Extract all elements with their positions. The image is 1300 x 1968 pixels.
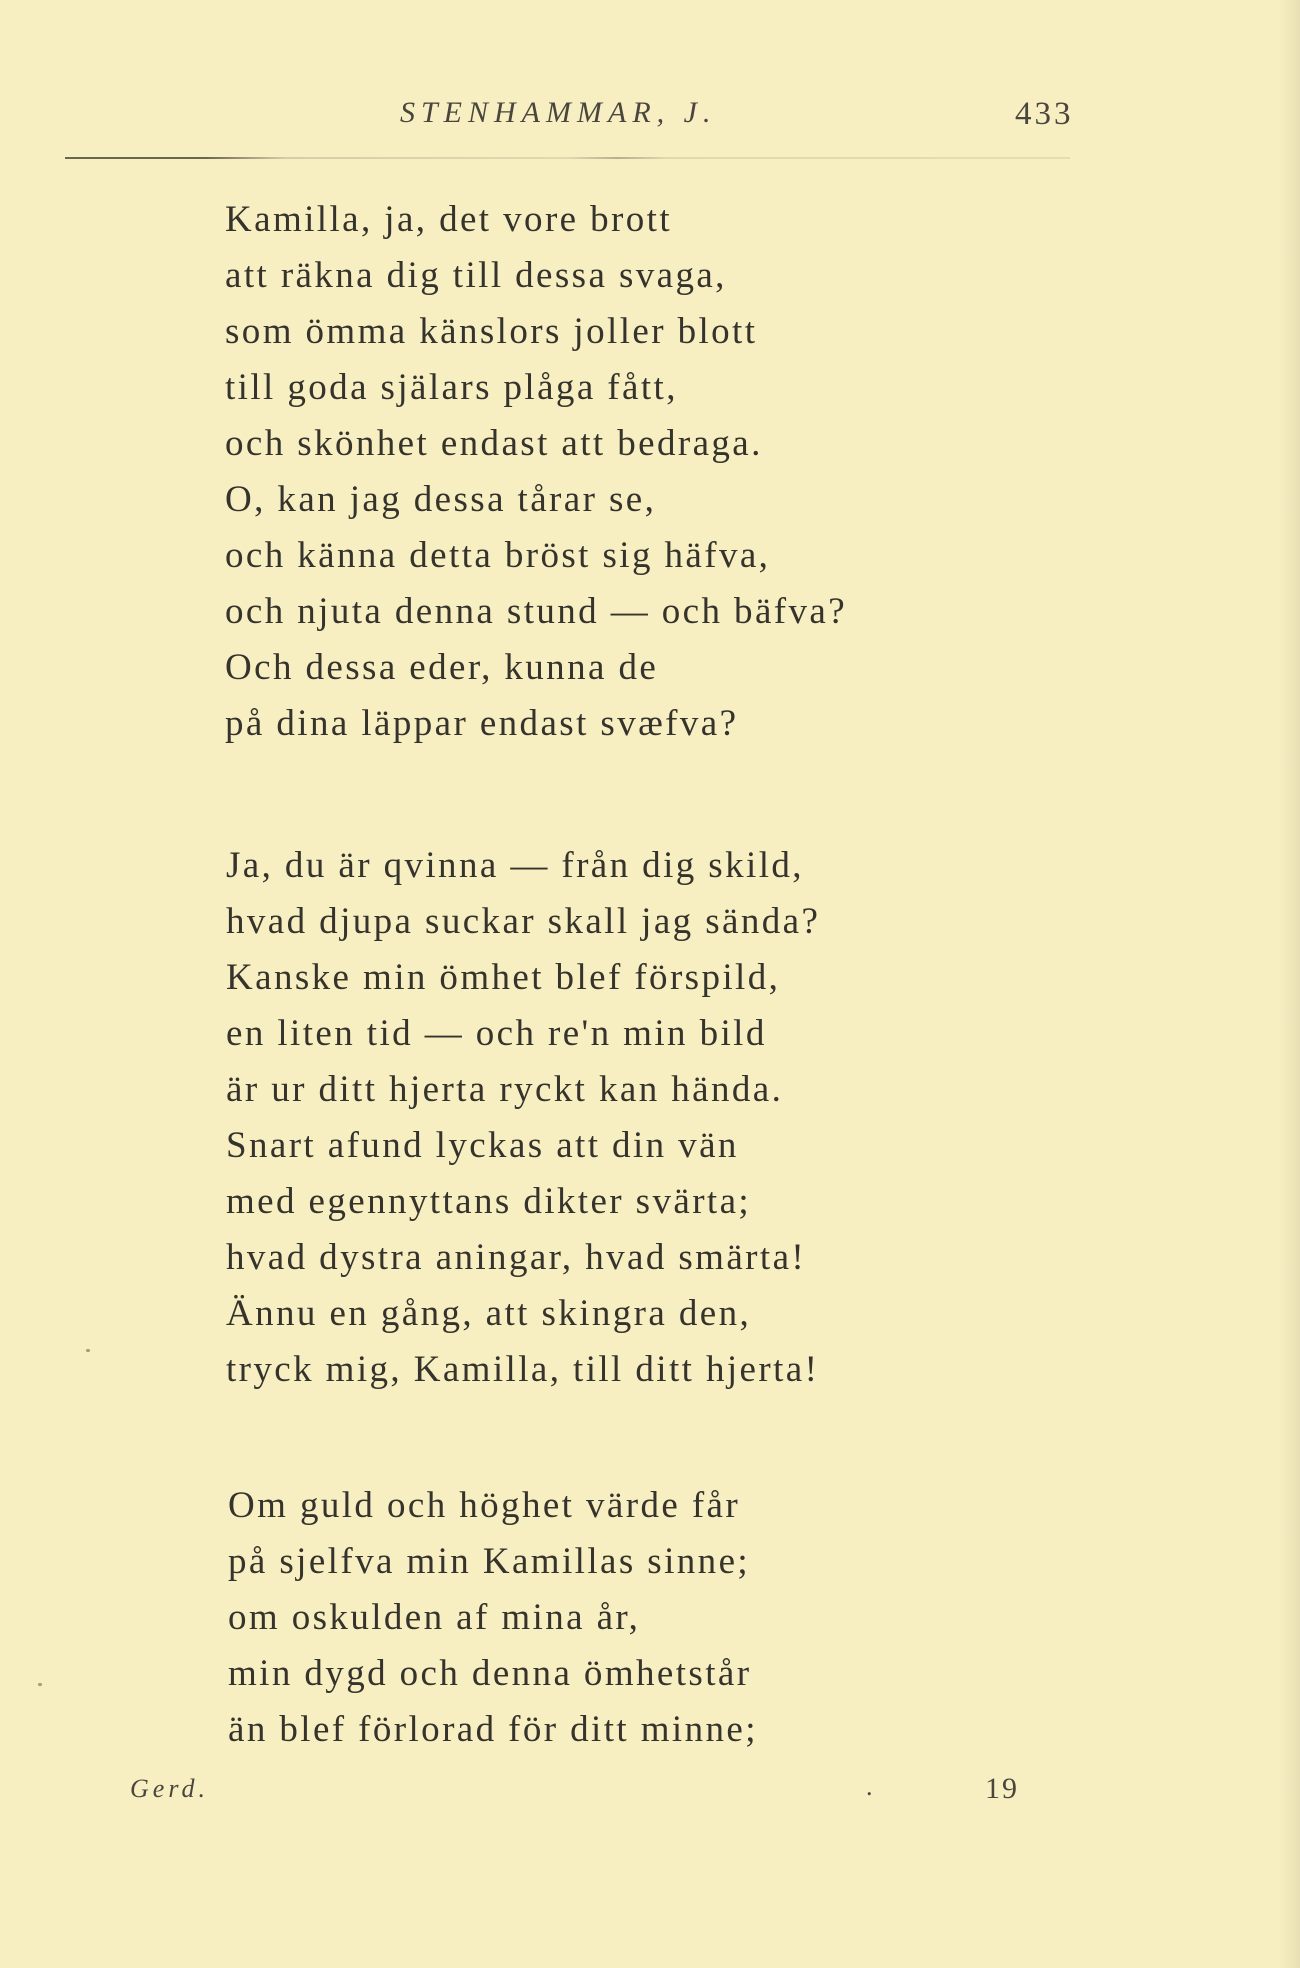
poem-line: på sjelfva min Kamillas sinne; (228, 1541, 751, 1582)
poem-line: hvad djupa suckar skall jag sända? (226, 901, 821, 942)
page-number: 433 (1015, 96, 1074, 132)
header-rule (65, 157, 1070, 159)
scan-speck (38, 1683, 42, 1686)
poem-line: Snart afund lyckas att din vän (226, 1125, 739, 1166)
scan-speck (86, 1349, 90, 1352)
poem-stanza-2 (226, 838, 820, 1398)
poem-line: O, kan jag dessa tårar se, (225, 479, 657, 520)
running-title: STENHAMMAR, J. (400, 96, 717, 129)
poem-stanza-1 (225, 192, 847, 752)
poem-line: Om guld och höghet värde får (228, 1485, 741, 1526)
signature-mark: Gerd. (130, 1774, 209, 1803)
poem-line: och njuta denna stund — och bäfva? (225, 591, 848, 632)
poem-line: om oskulden af mina år, (228, 1597, 641, 1638)
poem-line: hvad dystra aningar, hvad smärta! (226, 1237, 807, 1278)
poem-line: till goda själars plåga fått, (225, 367, 678, 408)
poem-line: med egennyttans dikter svärta; (226, 1181, 752, 1222)
poem-line: tryck mig, Kamilla, till ditt hjerta! (226, 1349, 820, 1390)
poem-line: att räkna dig till dessa svaga, (225, 255, 727, 296)
poem-line: en liten tid — och re'n min bild (226, 1013, 767, 1054)
poem-line: på dina läppar endast svæfva? (225, 703, 739, 744)
poem-line: och känna detta bröst sig häfva, (225, 535, 771, 576)
footer-dot: . (866, 1772, 873, 1801)
poem-line: och skönhet endast att bedraga. (225, 423, 763, 464)
poem-line: Kamilla, ja, det vore brott (225, 199, 673, 240)
poem-line: Kanske min ömhet blef förspild, (226, 957, 781, 998)
poem-line: som ömma känslors joller blott (225, 311, 758, 352)
poem-line: min dygd och denna ömhetstår (228, 1653, 752, 1694)
page-edge-shadow (1278, 0, 1300, 1968)
poem-line: Ännu en gång, att skingra den, (226, 1293, 752, 1334)
poem-stanza-3 (228, 1478, 758, 1758)
poem-line: än blef förlorad för ditt minne; (228, 1709, 758, 1750)
signature-number: 19 (985, 1772, 1019, 1805)
poem-line: är ur ditt hjerta ryckt kan hända. (226, 1069, 784, 1110)
poem-line: Ja, du är qvinna — från dig skild, (226, 845, 804, 886)
poem-line: Och dessa eder, kunna de (225, 647, 659, 688)
